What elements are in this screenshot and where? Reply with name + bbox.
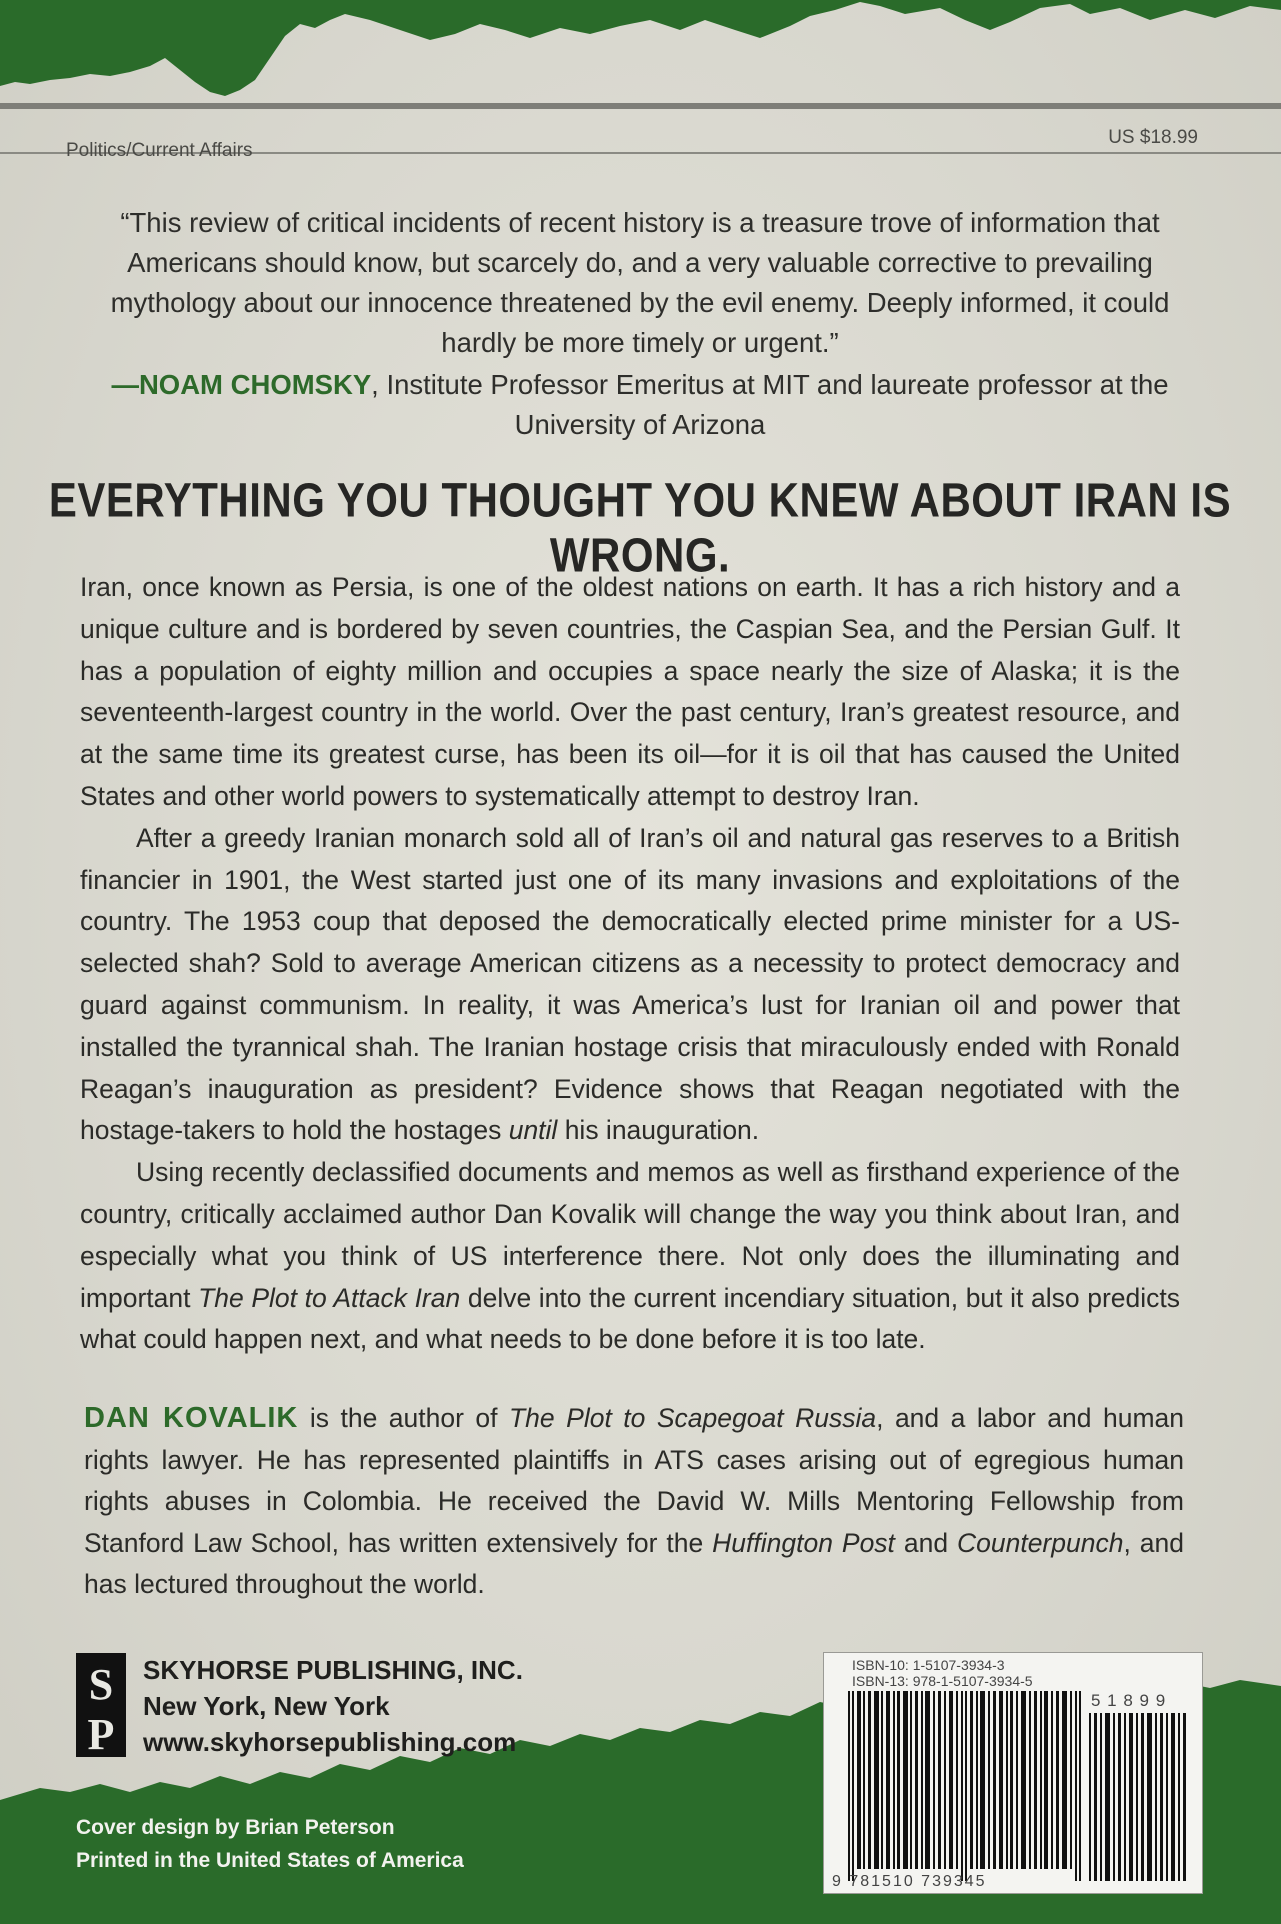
publisher-info (143, 1652, 523, 1760)
bio-publication-1: Huffington Post (712, 1527, 895, 1558)
isbn-barcode (823, 1652, 1203, 1894)
skyhorse-logo (76, 1653, 126, 1757)
svg-text:S: S (88, 1660, 114, 1709)
publisher-city: New York, New York (143, 1691, 390, 1721)
paragraph-2-text-end: his inauguration. (557, 1115, 760, 1146)
author-bio (84, 1398, 1184, 1606)
author-name: DAN KOVALIK (84, 1402, 299, 1434)
bio-text: , and has lectured throughout the world. (84, 1527, 1184, 1599)
bio-publication-2: Counterpunch (956, 1527, 1124, 1558)
price-barcode-bars (1089, 1713, 1189, 1881)
price-code: 5 1 8 9 9 (1091, 1691, 1167, 1710)
book-title-reference: The Plot to Attack Iran (198, 1282, 461, 1313)
quote-author: —NOAM CHOMSKY (111, 369, 372, 400)
description-paragraph-2 (80, 818, 1180, 1152)
headline: EVERYTHING YOU THOUGHT YOU KNEW ABOUT IRAN IS WRONG. (48, 472, 1232, 583)
svg-text:P: P (87, 1710, 115, 1757)
review-quote: “This review of critical incidents of recent history is a treasure trove of information that Americans should know, but scarcely do, and a very valuable corrective to prevailing mythology about our innocence threatened by the evil enemy. Deeply informed, it could hardly be more timely or urgent.” (110, 207, 1170, 358)
bio-text: , and a labor and human rights lawyer. He has represented plaintiffs in ATS cases arising out of egregious human rights abuses in Colombia. He received the David W. Mills Mentoring Fellowship from Stanford Law School, has written extensively for the (84, 1403, 1184, 1558)
paragraph-2-text: After a greedy Iranian monarch sold all of Iran’s oil and natural gas reserves to a British financier in 1901, the West started just one of its many invasions and exploitations of the country. The 1953 coup that deposed the democratically elected prime minister for a US-selected shah? Sold to average American citizens as a necessity to protect democracy and guard against communism. In reality, it was America’s lust for Iranian oil and power that installed the tyrannical shah. The Iranian hostage crisis that miraculously ended with Ronald Reagan’s inauguration as president? Evidence shows that Reagan negotiated with the hostage-takers to hold the hostages (80, 822, 1180, 1146)
publisher-url: www.skyhorsepublishing.com (143, 1727, 517, 1757)
top-mountain-banner (0, 0, 1281, 120)
cover-design-credit: Cover design by Brian Peterson (76, 1816, 395, 1839)
top-rule (0, 103, 1281, 109)
bio-text: is the author of (298, 1403, 509, 1433)
quote-attribution (110, 365, 1170, 445)
isbn-13: ISBN-13: 978-1-5107-3934-5 (852, 1673, 1033, 1689)
quote-author-title: , Institute Professor Emeritus at MIT and laureate professor at the University of Arizona (371, 369, 1169, 440)
paragraph-3-text-end: delve into the current incendiary situation, but it also predicts what could happen next, and what needs to be done before it is too late. (80, 1282, 1180, 1355)
main-barcode-bars (848, 1691, 1083, 1881)
bio-book-title: The Plot to Scapegoat Russia (509, 1403, 877, 1433)
price-label: US $18.99 (1108, 127, 1198, 148)
bio-text: and (894, 1527, 957, 1558)
isbn-10: ISBN-10: 1-5107-3934-3 (852, 1657, 1005, 1673)
publisher-name: SKYHORSE PUBLISHING, INC. (143, 1655, 523, 1685)
description (80, 567, 1180, 1361)
paragraph-3-text: Using recently declassified documents and memos as well as firsthand experience of the country, critically acclaimed author Dan Kovalik will change the way you think about Iran, and especially what you think of US interference there. Not only does the illuminating and important (80, 1157, 1180, 1313)
description-paragraph-3 (80, 1152, 1180, 1361)
paragraph-2-emphasis: until (508, 1115, 558, 1146)
printed-in-credit: Printed in the United States of America (76, 1849, 464, 1872)
description-paragraph-1: Iran, once known as Persia, is one of the oldest nations on earth. It has a rich history and a unique culture and is bordered by seven countries, the Caspian Sea, and the Persian Gulf. It has a population of eighty million and occupies a space nearly the size of Alaska; it is the seventeenth-largest country in the world. Over the past century, Iran’s greatest resource, and at the same time its greatest curse, has been its oil—for it is oil that has caused the United States and other world powers to systematically attempt to destroy Iran. (80, 572, 1180, 811)
barcode-digits: 9 781510 739345 (832, 1873, 987, 1890)
category-label: Politics/Current Affairs (66, 140, 253, 161)
